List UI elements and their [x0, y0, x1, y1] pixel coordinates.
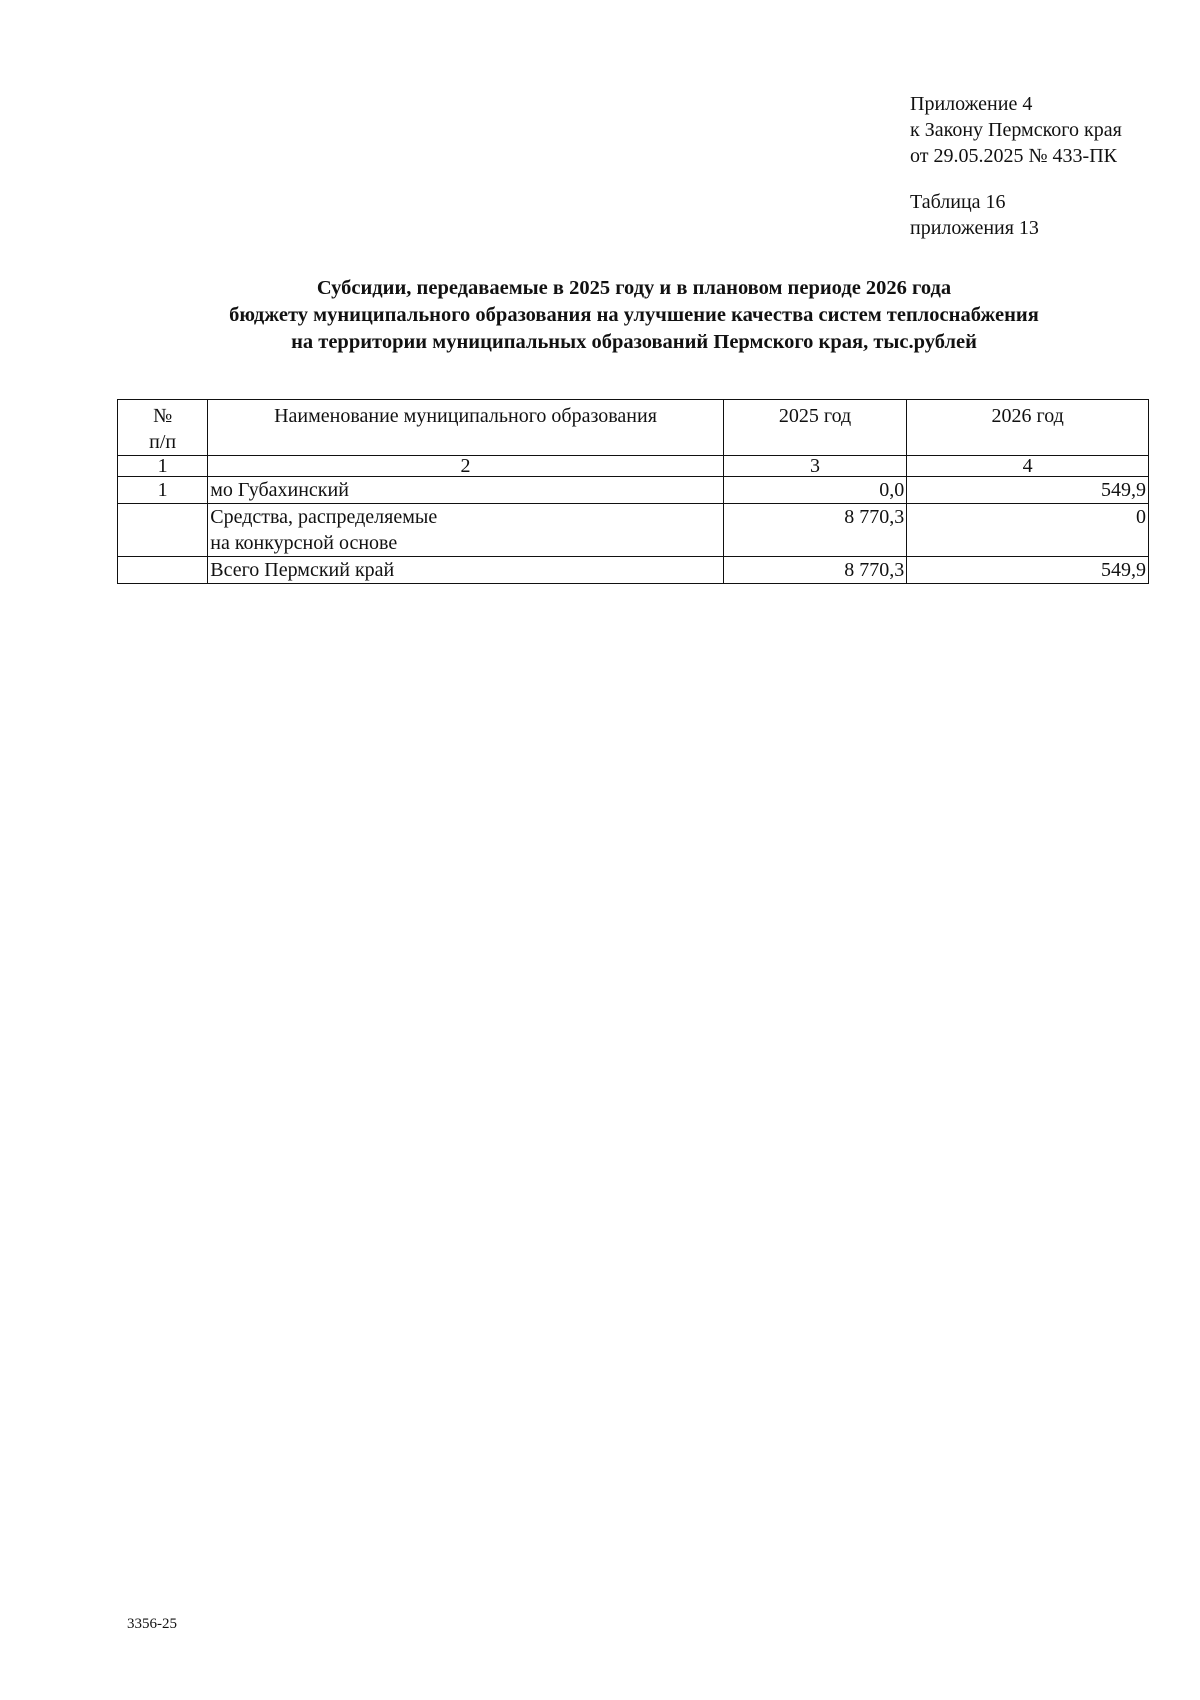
table-ref-line-1: Таблица 16 — [910, 191, 1006, 213]
row-name — [208, 504, 724, 557]
document-code: 3356-25 — [127, 1616, 177, 1632]
row-name-line-1: Всего Пермский край — [210, 559, 395, 581]
table-index-row — [118, 456, 1149, 477]
appendix-line-2: к Закону Пермского края — [910, 119, 1122, 141]
table-row — [118, 477, 1149, 504]
row-name-line-1: Средства, распределяемые — [210, 506, 438, 528]
row-name-line-2: на конкурсной основе — [210, 532, 398, 554]
row-value-2025: 8 770,3 — [723, 504, 907, 557]
header-year-2025: 2025 год — [723, 400, 907, 456]
header-num — [118, 400, 208, 456]
row-value-2026: 0 — [907, 504, 1149, 557]
table-reference — [910, 189, 1039, 241]
header-num-line-2: п/п — [149, 431, 177, 453]
table-row — [118, 504, 1149, 557]
table-ref-line-2: приложения 13 — [910, 217, 1039, 239]
title-line-1: Субсидии, передаваемые в 2025 году и в плановом периоде 2026 года — [316, 277, 952, 299]
row-num — [118, 557, 208, 584]
header-year-2026: 2026 год — [907, 400, 1149, 456]
title-line-2: бюджету муниципального образования на улучшение качества систем теплоснабжения — [229, 304, 1039, 326]
row-name-line-1: мо Губахинский — [210, 479, 349, 501]
row-value-2025: 0,0 — [723, 477, 907, 504]
row-name — [208, 477, 724, 504]
header-num-line-1: № — [153, 405, 173, 427]
row-value-2026: 549,9 — [907, 477, 1149, 504]
index-cell: 3 — [723, 456, 907, 477]
table-row-total — [118, 557, 1149, 584]
index-cell: 2 — [208, 456, 724, 477]
row-num — [118, 504, 208, 557]
index-cell: 4 — [907, 456, 1149, 477]
table-header-row — [118, 400, 1149, 456]
appendix-line-1: Приложение 4 — [910, 93, 1033, 115]
index-cell: 1 — [118, 456, 208, 477]
header-name: Наименование муниципального образования — [208, 400, 724, 456]
appendix-line-3: от 29.05.2025 № 433-ПК — [910, 145, 1118, 167]
row-num: 1 — [118, 477, 208, 504]
subsidy-table — [117, 399, 1149, 584]
row-value-2026: 549,9 — [907, 557, 1149, 584]
row-name — [208, 557, 724, 584]
document-title — [0, 275, 1200, 356]
row-value-2025: 8 770,3 — [723, 557, 907, 584]
appendix-reference — [910, 91, 1122, 169]
title-line-3: на территории муниципальных образований Пермского края, тыс.рублей — [291, 331, 977, 353]
